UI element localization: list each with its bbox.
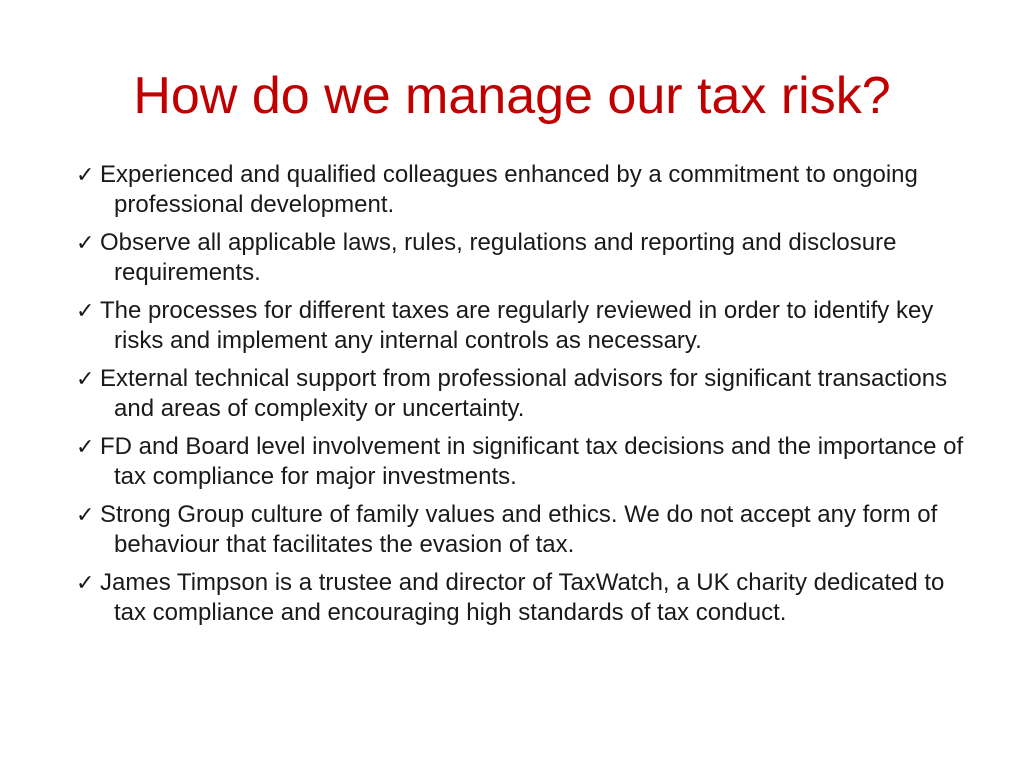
- check-icon: ✓: [76, 298, 95, 323]
- list-item: [76, 500, 966, 560]
- check-icon: ✓: [76, 230, 95, 255]
- list-item: [76, 568, 966, 628]
- bullet-text: James Timpson is a trustee and director of TaxWatch, a UK charity dedicated to tax compliance and encouraging high standards of tax conduct.: [100, 569, 945, 626]
- slide-title: How do we manage our tax risk?: [133, 67, 891, 125]
- bullet-text: The processes for different taxes are regularly reviewed in order to identify key risks and implement any internal controls as necessary.: [100, 297, 934, 354]
- check-icon: ✓: [76, 502, 95, 527]
- list-item: [76, 228, 966, 288]
- bullet-list: [76, 160, 966, 636]
- check-icon: ✓: [76, 366, 95, 391]
- bullet-text: Experienced and qualified colleagues enhanced by a commitment to ongoing professional development.: [100, 161, 918, 218]
- check-icon: ✓: [76, 434, 95, 459]
- bullet-text: Strong Group culture of family values and ethics. We do not accept any form of behaviour that facilitates the evasion of tax.: [100, 501, 938, 558]
- list-item: [76, 364, 966, 424]
- bullet-text: FD and Board level involvement in significant tax decisions and the importance of tax compliance for major investments.: [100, 433, 964, 490]
- list-item: [76, 160, 966, 220]
- check-icon: ✓: [76, 570, 95, 595]
- bullet-text: Observe all applicable laws, rules, regulations and reporting and disclosure requirements.: [100, 229, 897, 286]
- bullet-text: External technical support from professional advisors for significant transactions and areas of complexity or uncertainty.: [100, 365, 948, 422]
- list-item: [76, 296, 966, 356]
- check-icon: ✓: [76, 162, 95, 187]
- list-item: [76, 432, 966, 492]
